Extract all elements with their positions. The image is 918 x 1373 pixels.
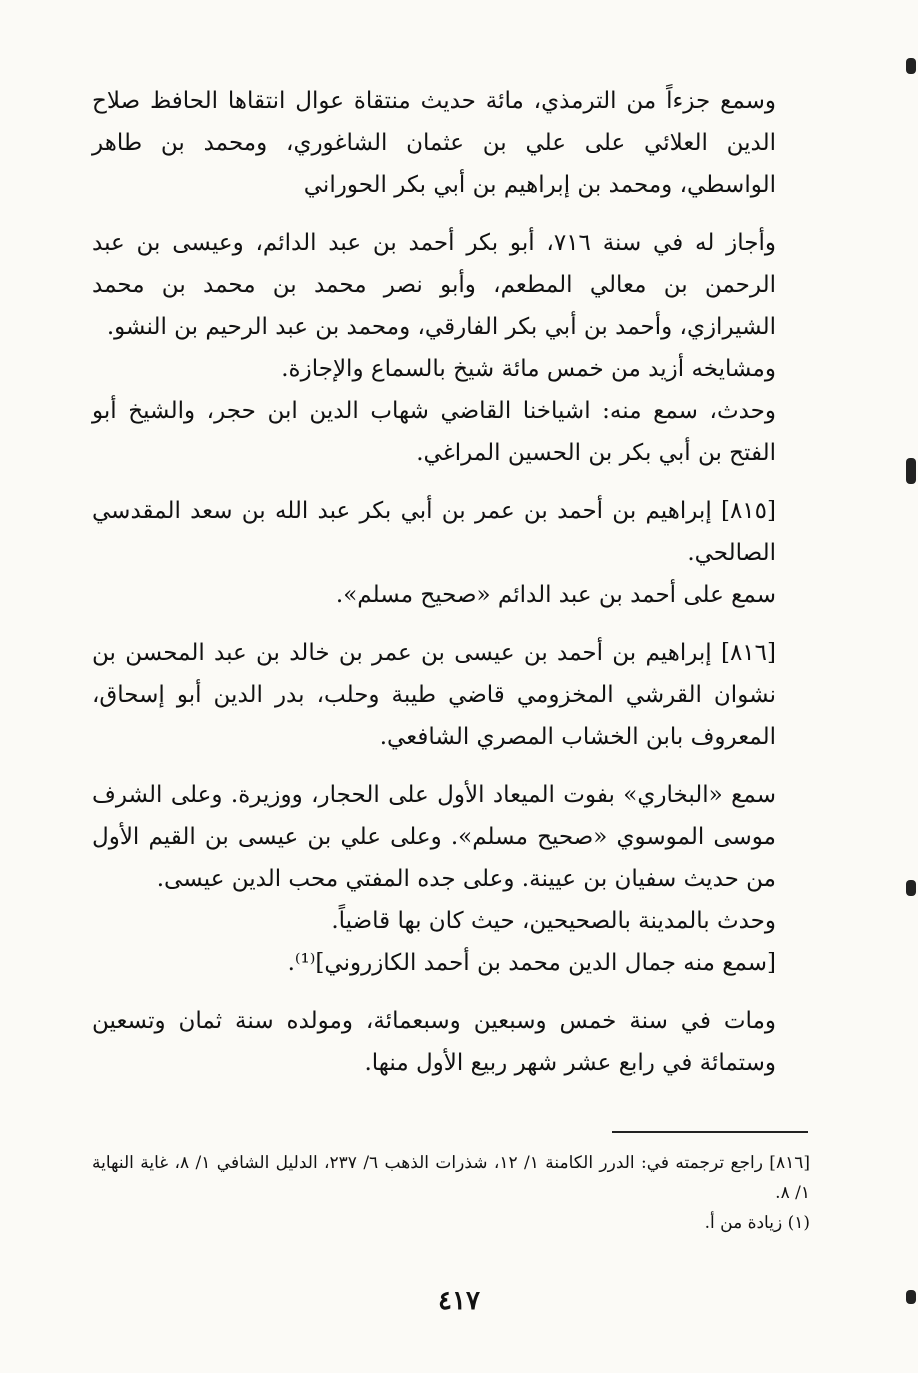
binding-mark bbox=[906, 1290, 916, 1304]
entry-816-heading: [٨١٦] إبراهيم بن أحمد بن عيسى بن عمر بن خالد بن عبد المحسن بن نشوان القرشي المخزومي قاضي طيبة وحلب، بدر الدين أبو إسحاق، المعروف بابن الخشاب المصري الشافعي. bbox=[92, 640, 776, 750]
footnote-divider bbox=[612, 1131, 808, 1133]
spacer bbox=[92, 758, 810, 774]
footnote-816-sources: [٨١٦] راجع ترجمته في: الدرر الكامنة ١/ ١٢، شذرات الذهب ٦/ ٢٣٧، الدليل الشافي ١/ ٨، غاية النهاية ١/ ٨. bbox=[92, 1153, 810, 1203]
paragraph-ijaza: وأجاز له في سنة ٧١٦، أبو بكر أحمد بن عبد الدائم، وعيسى بن عبد الرحمن بن معالي المطعم، وأبو نصر محمد بن محمد بن محمد الشيرازي، وأحمد بن أبي بكر الفارقي، ومحمد بن عبد الرحيم بن النشو. bbox=[92, 230, 776, 340]
entry-815-body: سمع على أحمد بن عبد الدائم «صحيح مسلم». bbox=[335, 582, 776, 608]
spacer bbox=[92, 474, 810, 490]
footnote-1: (١) زيادة من أ. bbox=[704, 1213, 810, 1233]
page-body bbox=[92, 80, 810, 1084]
paragraph-sama-tirmidhi: وسمع جزءاً من الترمذي، مائة حديث منتقاة عوال انتقاها الحافظ صلاح الدين العلائي على علي بن عثمان الشاغوري، ومحمد بن طاهر الواسطي، ومحمد بن إبراهيم بن أبي بكر الحوراني bbox=[92, 88, 776, 198]
spacer bbox=[92, 206, 810, 222]
paragraph-mashayikh: ومشايخه أزيد من خمس مائة شيخ بالسماع والإجازة. bbox=[281, 356, 776, 382]
footnotes bbox=[92, 1148, 810, 1238]
binding-mark bbox=[906, 458, 916, 484]
entry-816-students: [سمع منه جمال الدين محمد بن أحمد الكازروني]⁽¹⁾. bbox=[287, 950, 776, 976]
entry-816-sama: سمع «البخاري» بفوت الميعاد الأول على الحجار، ووزيرة. وعلى الشرف موسى الموسوي «صحيح مسلم». وعلى علي بن عيسى بن القيم الأول من حديث سفيان بن عيينة. وعلى جده المفتي محب الدين عيسى. bbox=[92, 782, 776, 892]
binding-mark bbox=[906, 58, 916, 74]
paragraph-haddatha: وحدث، سمع منه: اشياخنا القاضي شهاب الدين ابن حجر، والشيخ أبو الفتح بن أبي بكر بن الحسين المراغي. bbox=[92, 398, 776, 466]
entry-815-heading: [٨١٥] إبراهيم بن أحمد بن عمر بن أبي بكر عبد الله بن سعد المقدسي الصالحي. bbox=[92, 498, 776, 566]
spacer bbox=[92, 616, 810, 632]
spacer bbox=[92, 984, 810, 1000]
entry-816-death: ومات في سنة خمس وسبعين وسبعمائة، ومولده سنة ثمان وتسعين وستمائة في رابع عشر شهر ربيع الأول منها. bbox=[92, 1008, 776, 1076]
binding-mark bbox=[906, 880, 916, 896]
page-number: ٤١٧ bbox=[438, 1286, 480, 1316]
entry-816-haddatha: وحدث بالمدينة بالصحيحين، حيث كان بها قاضياً. bbox=[331, 908, 776, 934]
